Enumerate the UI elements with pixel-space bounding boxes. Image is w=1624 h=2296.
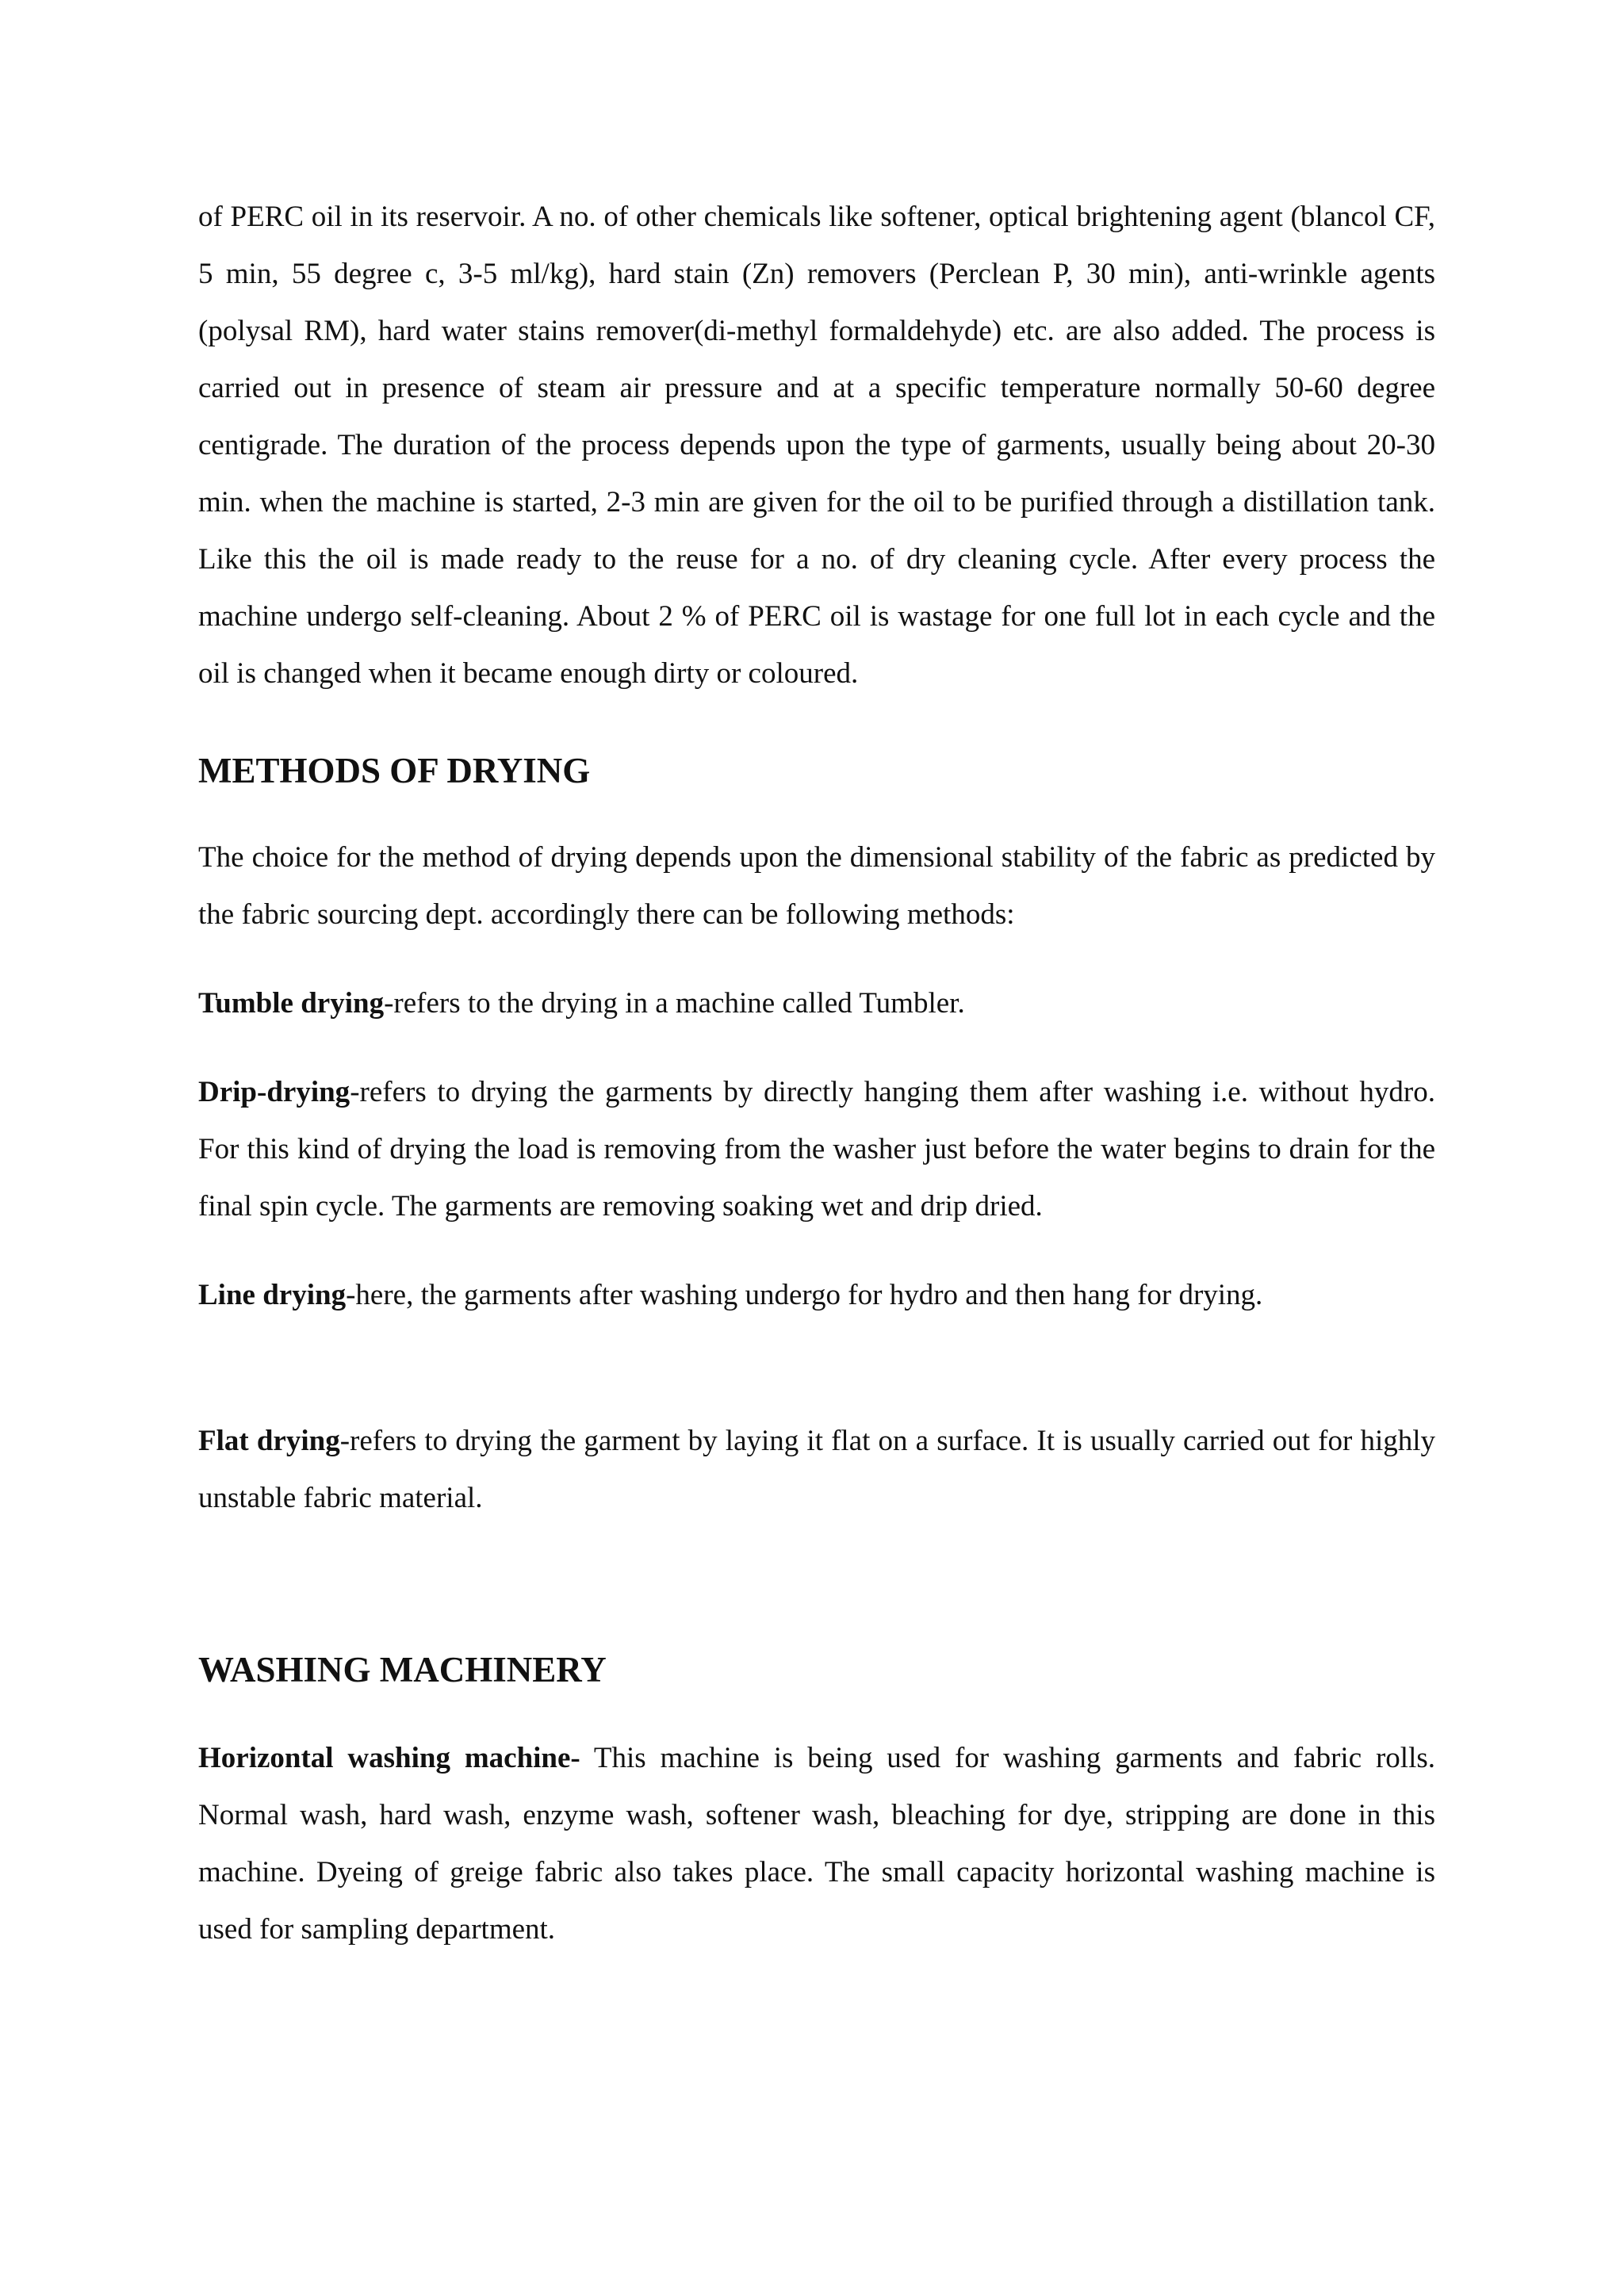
- horizontal-washing-paragraph: [198, 1730, 1435, 1958]
- drip-drying-text: -refers to drying the garments by directly hanging them after washing i.e. without hydro. For this kind of drying the load is removing from the washer just before the water begins to drain for the final spin cycle. The garments are removing soaking wet and drip dried.: [198, 1076, 1435, 1223]
- document-page: [198, 189, 1435, 1958]
- horizontal-washing-text: This machine is being used for washing garments and fabric rolls. Normal wash, hard wash, enzyme wash, softener wash, bleaching for dye, stripping are done in this machine. Dyeing of greige fabric also takes place. The small capacity horizontal washing machine is used for sampling department.: [198, 1742, 1435, 1946]
- tumble-drying-text: -refers to the drying in a machine called Tumbler.: [384, 987, 965, 1020]
- tumble-drying-term: Tumble drying: [198, 987, 385, 1020]
- drying-intro-paragraph: [198, 829, 1435, 943]
- section-heading-drying: METHODS OF DRYING: [198, 751, 591, 790]
- drip-drying-term: Drip-drying: [198, 1076, 350, 1108]
- drip-drying-paragraph: [198, 1064, 1435, 1235]
- section-heading-washing: WASHING MACHINERY: [198, 1650, 607, 1689]
- line-drying-paragraph: [198, 1267, 1435, 1324]
- flat-drying-term: Flat drying: [198, 1425, 340, 1457]
- drying-intro-text: The choice for the method of drying depends upon the dimensional stability of the fabric as predicted by the fabric sourcing dept. accordingly there can be following methods:: [198, 841, 1435, 931]
- tumble-drying-paragraph: [198, 975, 1435, 1032]
- intro-paragraph: [198, 189, 1435, 702]
- line-drying-term: Line drying: [198, 1279, 347, 1311]
- flat-drying-text: -refers to drying the garment by laying it flat on a surface. It is usually carried out for highly unstable fabric material.: [198, 1425, 1436, 1514]
- line-drying-text: -here, the garments after washing undergo for hydro and then hang for drying.: [346, 1279, 1263, 1311]
- flat-drying-paragraph: [198, 1413, 1435, 1527]
- horizontal-washing-term: Horizontal washing machine-: [198, 1742, 580, 1774]
- intro-text: of PERC oil in its reservoir. A no. of other chemicals like softener, optical brightening agent (blancol CF, 5 min, 55 degree c, 3-5 ml/kg), hard stain (Zn) removers (Perclean P, 30 min), anti-wrinkle agents (polysal RM), hard water stains remover(di-methyl formaldehyde) etc. are also added. The process is carried out in presence of steam air pressure and at a specific temperature normally 50-60 degree centigrade. The duration of the process depends upon the type of garments, usually being about 20-30 min. when the machine is started, 2-3 min are given for the oil to be purified through a distillation tank. Like this the oil is made ready to the reuse for a no. of dry cleaning cycle. After every process the machine undergo self-cleaning. About 2 % of PERC oil is wastage for one full lot in each cycle and the oil is changed when it became enough dirty or coloured.: [198, 201, 1435, 690]
